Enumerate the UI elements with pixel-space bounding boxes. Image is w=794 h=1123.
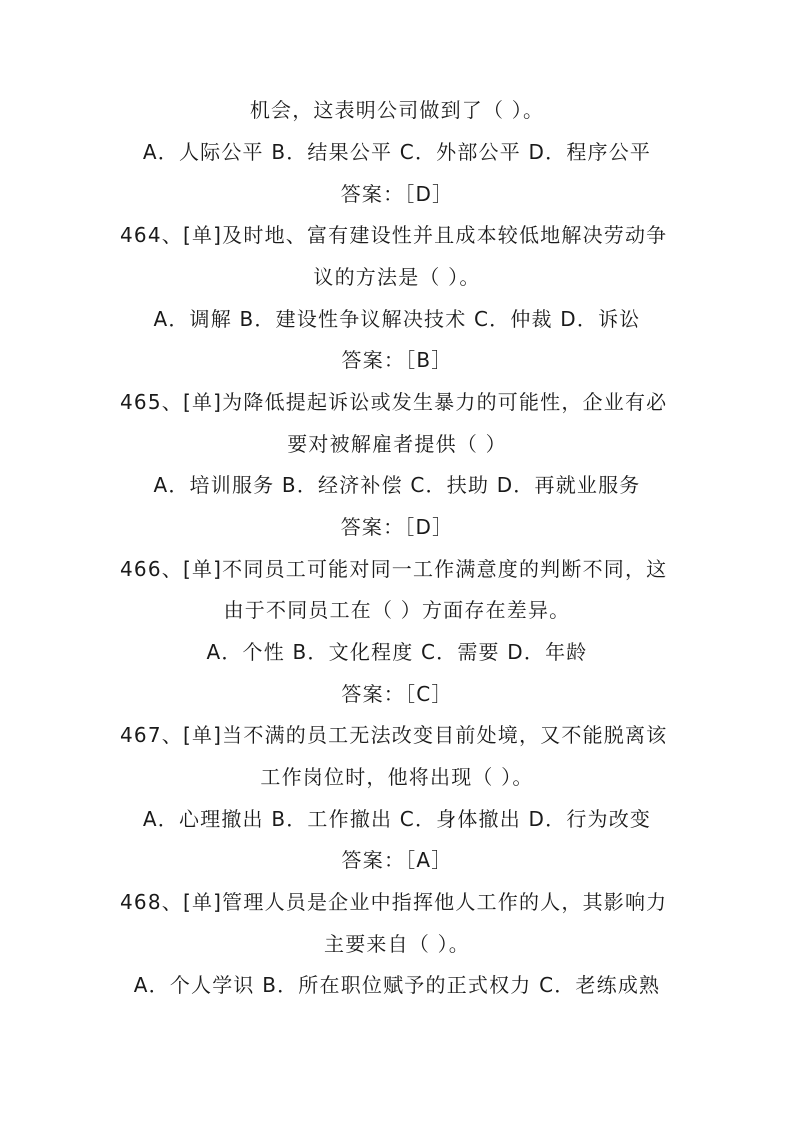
question-467-stem-continuation: 工作岗位时，他将出现（ ）。 [260, 765, 534, 789]
question-466-stem-continuation: 由于不同员工在（ ）方面存在差异。 [223, 598, 571, 622]
question-466-answer: 答案：［C］ [341, 682, 453, 706]
question-465-stem: 465、[单]为降低提起诉讼或发生暴力的可能性，企业有必 [120, 390, 668, 414]
question-464-answer: 答案：［B］ [341, 348, 453, 372]
question-466-options: A．个性 B．文化程度 C．需要 D．年龄 [206, 640, 588, 664]
question-466-stem: 466、[单]不同员工可能对同一工作满意度的判断不同，这 [120, 557, 668, 581]
question-467-options: A．心理撤出 B．工作撤出 C．身体撤出 D．行为改变 [142, 807, 652, 831]
question-468-stem-continuation: 主要来自（ ）。 [324, 932, 470, 956]
question-465-answer: 答案：［D］ [340, 515, 454, 539]
question-463-options: A．人际公平 B．结果公平 C．外部公平 D．程序公平 [142, 140, 652, 164]
question-464-options: A．调解 B．建设性争议解决技术 C．仲裁 D．诉讼 [153, 307, 641, 331]
question-465-options: A．培训服务 B．经济补偿 C．扶助 D．再就业服务 [153, 473, 641, 497]
question-467-stem: 467、[单]当不满的员工无法改变目前处境，又不能脱离该 [120, 723, 668, 747]
question-468-stem: 468、[单]管理人员是企业中指挥他人工作的人，其影响力 [120, 890, 668, 914]
question-465-stem-continuation: 要对被解雇者提供（ ） [287, 432, 507, 456]
question-463-stem-continuation: 机会，这表明公司做到了（ ）。 [249, 98, 545, 122]
question-467-answer: 答案：［A］ [341, 848, 453, 872]
question-463-answer: 答案：［D］ [340, 182, 454, 206]
question-464-stem-continuation: 议的方法是（ ）。 [313, 265, 481, 289]
question-468-options: A．个人学识 B．所在职位赋予的正式权力 C．老练成熟 [133, 973, 661, 997]
question-464-stem: 464、[单]及时地、富有建设性并且成本较低地解决劳动争 [120, 223, 668, 247]
